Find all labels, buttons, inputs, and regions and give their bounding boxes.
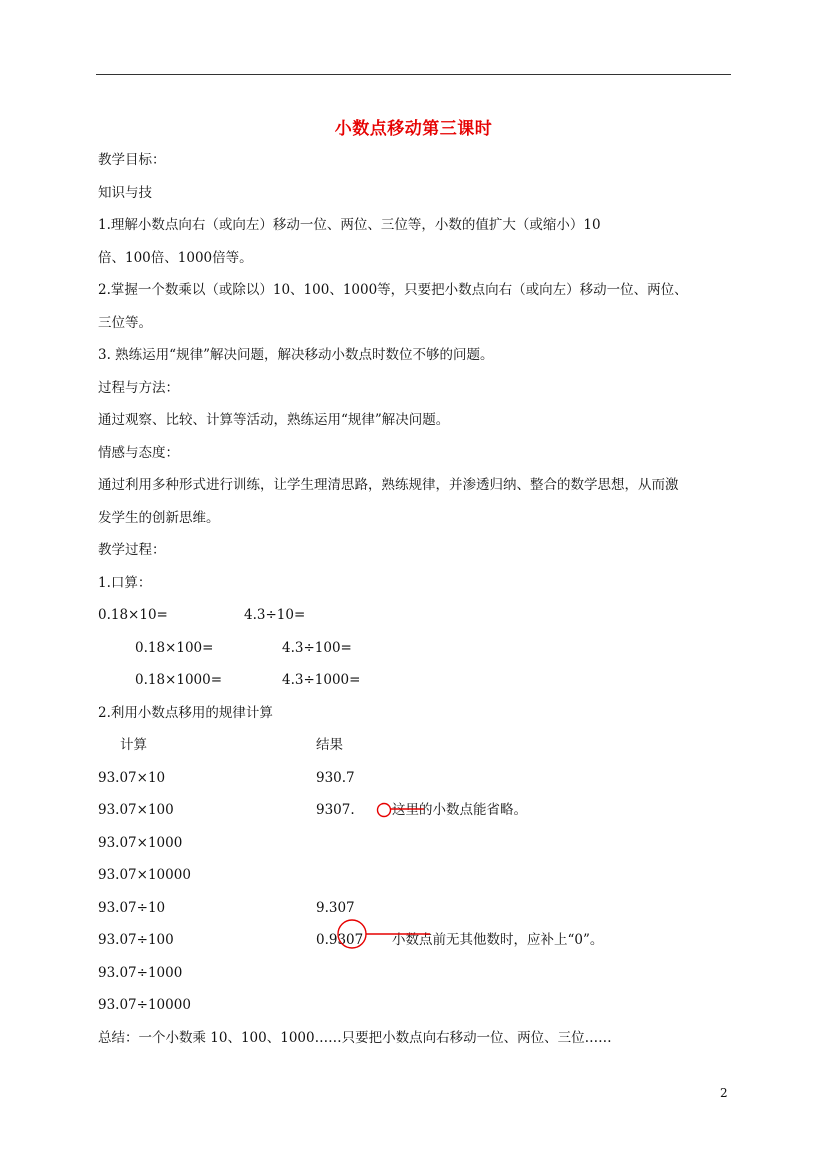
table-header-result: 结果 [316, 737, 343, 753]
process-text: 通过观察、比较、计算等活动，熟练运用“规律”解决问题。 [98, 412, 450, 428]
objective-2-cont: 三位等。 [98, 315, 152, 331]
heading-objectives: 教学目标： [98, 152, 166, 168]
annotation-note: 这里的小数点能省略。 [392, 802, 527, 818]
table-row-calc: 93.07÷10 [98, 900, 166, 916]
table-row-calc: 93.07÷100 [98, 932, 174, 948]
page-number: 2 [720, 1086, 728, 1100]
table-row-calc: 93.07÷10000 [98, 997, 191, 1013]
table-row-calc: 93.07×10000 [98, 867, 191, 883]
oral-item: 0.18×100= [135, 640, 214, 656]
heading-process: 过程与方法： [98, 380, 179, 396]
attitude-text-cont: 发学生的创新思维。 [98, 510, 220, 526]
heading-rule-calc: 2.利用小数点移用的规律计算 [98, 705, 273, 721]
summary-text: 总结：一个小数乘 10、100、1000……只要把小数点向右移动一位、两位、三位…… [98, 1030, 612, 1046]
objective-2: 2.掌握一个数乘以（或除以）10、100、1000等，只要把小数点向右（或向左）移动一位、两位、 [98, 282, 688, 298]
table-row-result: 9.307 [316, 900, 355, 916]
table-row-calc: 93.07÷1000 [98, 965, 183, 981]
objective-1-cont: 倍、100倍、1000倍等。 [98, 250, 253, 266]
objective-3: 3. 熟练运用“规律”解决问题，解决移动小数点时数位不够的问题。 [98, 347, 494, 363]
annotation-note: 小数点前无其他数时，应补上“0”。 [392, 932, 604, 948]
objective-1: 1.理解小数点向右（或向左）移动一位、两位、三位等，小数的值扩大（或缩小）10 [98, 217, 601, 233]
heading-knowledge: 知识与技 [98, 185, 152, 201]
heading-teaching-process: 教学过程： [98, 542, 166, 558]
heading-attitude: 情感与态度： [98, 445, 179, 461]
oral-item: 4.3÷100= [282, 640, 352, 656]
oral-item: 0.18×10= [98, 607, 168, 623]
table-row-result: 930.7 [316, 770, 355, 786]
table-row-calc: 93.07×100 [98, 802, 174, 818]
table-row-calc: 93.07×1000 [98, 835, 183, 851]
oral-item: 4.3÷10= [244, 607, 306, 623]
table-row-result: 0.9307 [316, 932, 364, 948]
header-rule [96, 74, 731, 75]
heading-oral-calc: 1.口算： [98, 575, 152, 591]
table-header-calc: 计算 [120, 737, 147, 753]
table-row-calc: 93.07×10 [98, 770, 166, 786]
attitude-text: 通过利用多种形式进行训练，让学生理清思路，熟练规律，并渗透归纳、整合的数学思想，从而激 [98, 477, 679, 493]
page-title: 小数点移动第三课时 [334, 119, 493, 139]
oral-item: 4.3÷1000= [282, 672, 361, 688]
annotation-circle [378, 804, 391, 817]
oral-item: 0.18×1000= [135, 672, 223, 688]
table-row-result: 9307. [316, 802, 355, 818]
